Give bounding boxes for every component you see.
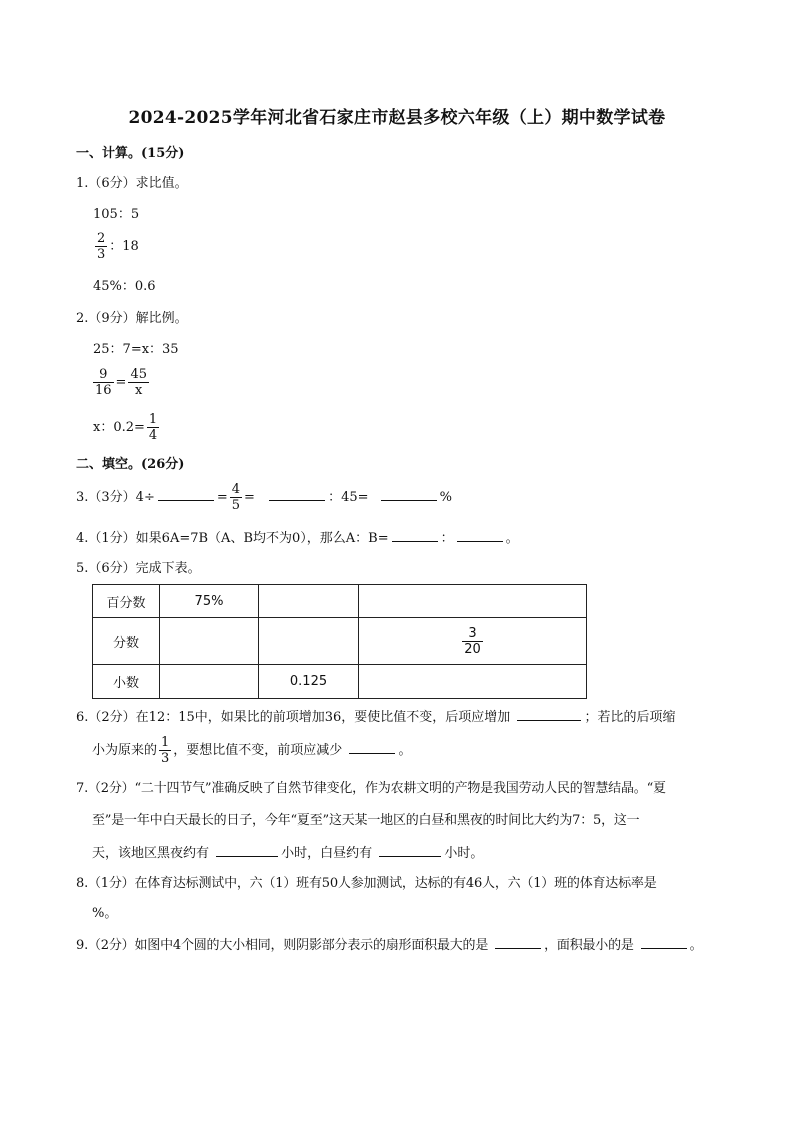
table-cell[interactable] bbox=[259, 618, 359, 665]
table-cell: 百分数 bbox=[93, 585, 160, 618]
table-cell: 分数 bbox=[93, 618, 160, 665]
question-4: 4.（1分）如果6A=7B（A、B均不为0），那么A：B= ： 。 bbox=[76, 531, 519, 546]
table-cell: 75% bbox=[160, 585, 259, 618]
answer-blank[interactable] bbox=[517, 708, 581, 721]
question-9: 9.（2分）如图中4个圆的大小相同，则阴影部分表示的扇形面积最大的是 ，面积最小的是 。 bbox=[76, 938, 703, 953]
question-6-line-1: 6.（2分）在12：15中，如果比的前项增加36，要使比值不变，后项应增加 ；若比的后项缩 bbox=[76, 710, 676, 725]
question-8-line-1: 8.（1分）在体育达标测试中，六（1）班有50人参加测试，达标的有46人，六（1）班的体育达标率是 bbox=[76, 876, 657, 891]
question-2-stem: 2.（9分）解比例。 bbox=[76, 311, 188, 326]
table-cell[interactable] bbox=[359, 585, 587, 618]
table-cell: 0.125 bbox=[259, 665, 359, 699]
q2-item-b: $\frac{9}{16}$ = $\frac{45}{x}$ bbox=[95, 367, 147, 398]
table-cell[interactable] bbox=[160, 618, 259, 665]
page-title: 2024-2025学年河北省石家庄市赵县多校六年级（上）期中数学试卷 bbox=[128, 108, 666, 128]
question-7-line-2: 至”是一年中白天最长的日子，今年“夏至”这天某一地区的白昼和黑夜的时间比大约为7：5，这一 bbox=[92, 813, 640, 828]
question-5-stem: 5.（6分）完成下表。 bbox=[76, 561, 201, 576]
answer-blank[interactable] bbox=[216, 844, 278, 857]
section-heading-fill-in: 二、填空。(26分) bbox=[76, 457, 185, 472]
question-1-stem: 1.（6分）求比值。 bbox=[76, 176, 188, 191]
table-cell: 小数 bbox=[93, 665, 160, 699]
question-8-line-2: %。 bbox=[92, 906, 118, 921]
question-6-line-2: 小为原来的 $\frac{1}{3}$ ，要想比值不变，前项应减少 。 bbox=[92, 735, 412, 766]
table-cell[interactable] bbox=[160, 665, 259, 699]
q1-item-a: 105：5 bbox=[93, 207, 140, 222]
answer-blank[interactable] bbox=[269, 488, 325, 501]
answer-blank[interactable] bbox=[641, 936, 687, 949]
answer-blank[interactable] bbox=[349, 741, 395, 754]
question-3: 3.（3分）4÷ = $\frac{4}{5}$ = ：45= % bbox=[76, 482, 453, 513]
table-fraction: $\frac{3}{20}$ bbox=[464, 625, 481, 657]
section-heading-calculation: 一、计算。(15分) bbox=[76, 146, 185, 161]
question-7-line-3: 天，该地区黑夜约有 小时，白昼约有 小时。 bbox=[92, 846, 484, 861]
q1-item-b: $\frac{2}{3}$ ：18 bbox=[97, 231, 139, 262]
table-cell[interactable] bbox=[259, 585, 359, 618]
answer-blank[interactable] bbox=[392, 529, 438, 542]
answer-blank[interactable] bbox=[457, 529, 503, 542]
table-cell bbox=[359, 618, 587, 665]
q1-fraction: $\frac{2}{3}$ bbox=[97, 231, 106, 262]
answer-blank[interactable] bbox=[381, 488, 437, 501]
table-cell[interactable] bbox=[359, 665, 587, 699]
q2-item-c: x：0.2= $\frac{1}{4}$ bbox=[93, 412, 158, 443]
q2-item-a: 25：7=x：35 bbox=[93, 342, 179, 357]
question-7-line-1: 7.（2分）“二十四节气”准确反映了自然节律变化，作为农耕文明的产物是我国劳动人民的智慧结晶。“夏 bbox=[76, 781, 666, 796]
answer-blank[interactable] bbox=[158, 488, 214, 501]
q1-item-c: 45%：0.6 bbox=[93, 279, 156, 294]
conversion-table bbox=[92, 584, 587, 699]
answer-blank[interactable] bbox=[379, 844, 441, 857]
answer-blank[interactable] bbox=[495, 936, 541, 949]
